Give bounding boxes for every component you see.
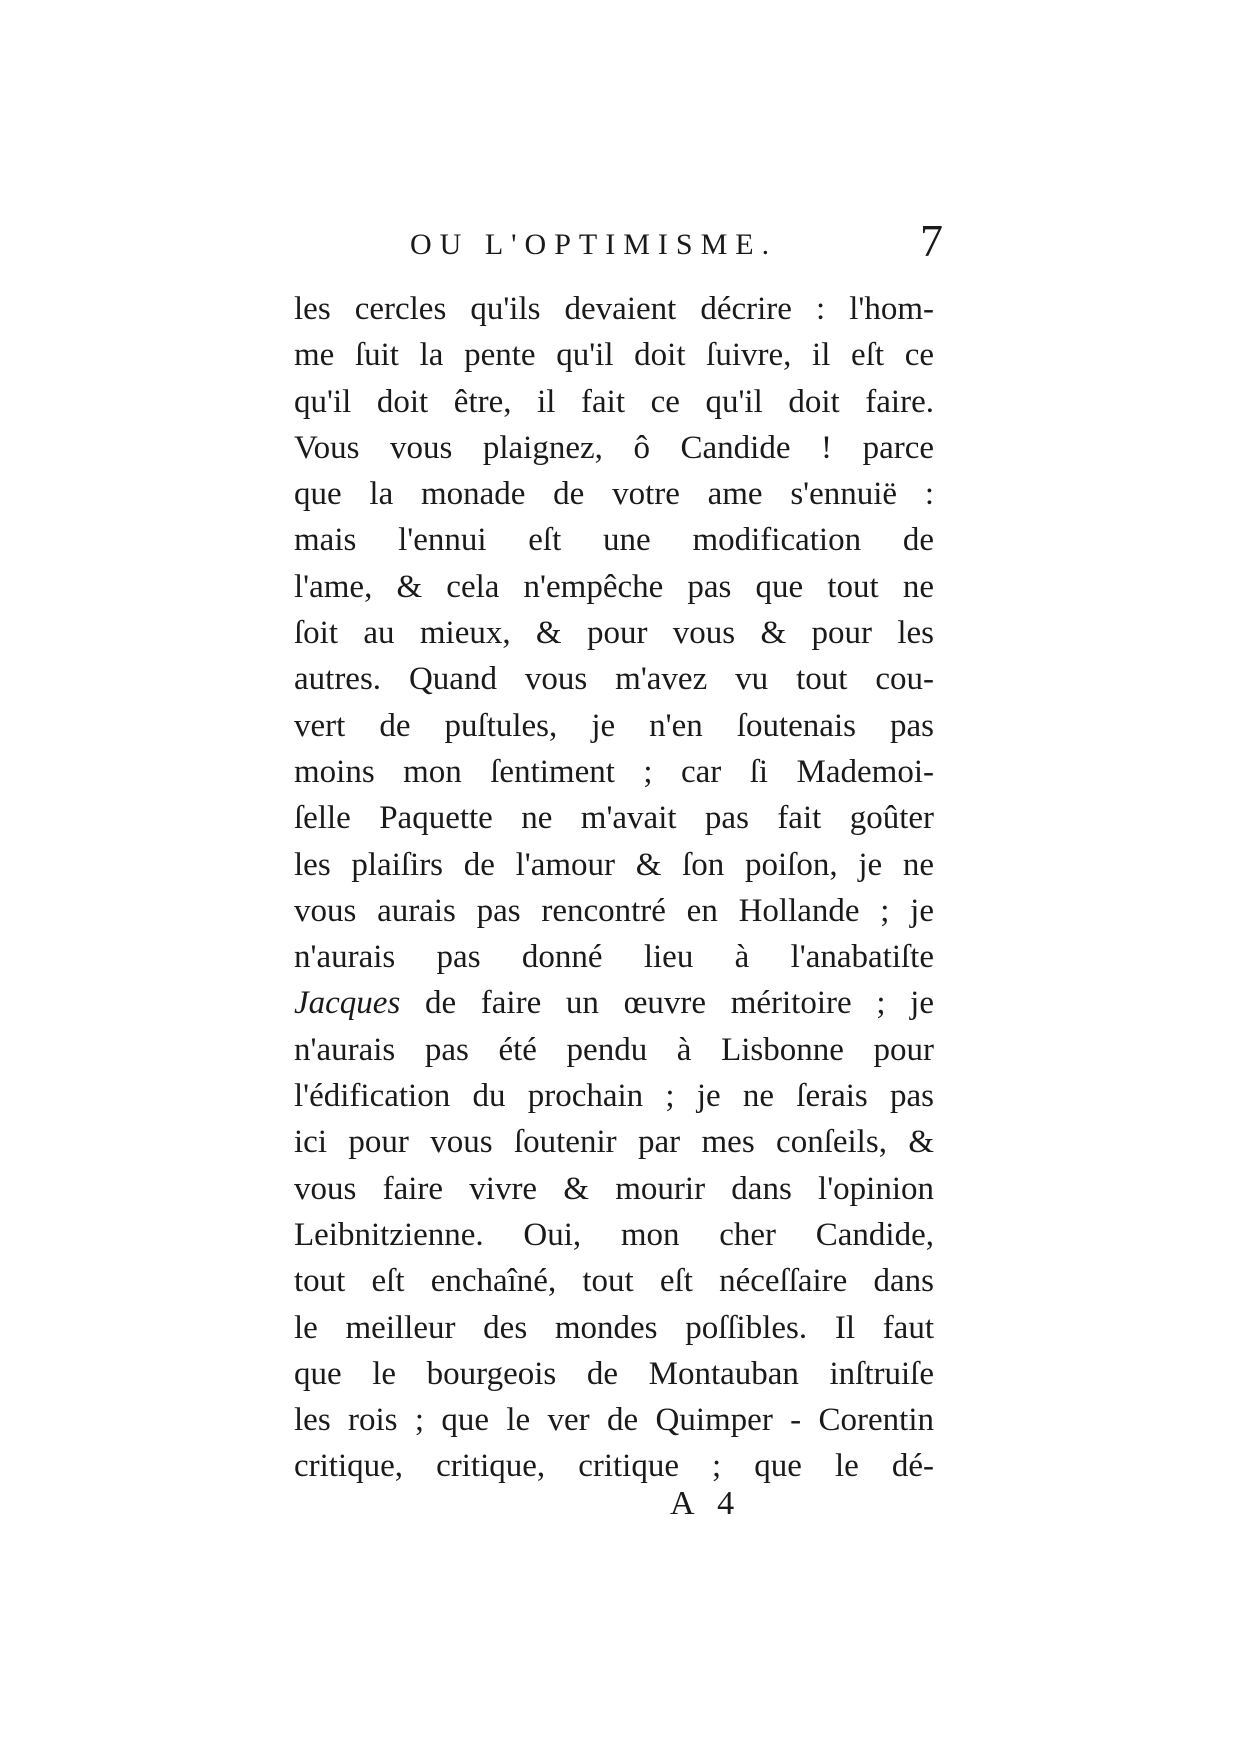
text-line: Vous vous plaignez, ô Candide ! parce bbox=[294, 429, 934, 466]
running-head bbox=[410, 214, 950, 274]
body-text bbox=[294, 286, 934, 1490]
text-line: vert de puſtules, je n'en ſoutenais pas bbox=[294, 707, 934, 744]
text-line: qu'il doit être, il fait ce qu'il doit faire. bbox=[294, 383, 934, 420]
text-line: les plaiſirs de l'amour & ſon poiſon, je ne bbox=[294, 846, 934, 883]
text-line: que la monade de votre ame s'ennuië : bbox=[294, 476, 934, 513]
text-line: vous aurais pas rencontré en Hollande ; je bbox=[294, 892, 934, 929]
text-line: n'aurais pas été pendu à Lisbonne pour bbox=[294, 1031, 934, 1068]
text-line: autres. Quand vous m'avez vu tout cou- bbox=[294, 661, 934, 698]
text-line: tout eſt enchaîné, tout eſt néceſſaire dans bbox=[294, 1263, 934, 1300]
text-line: critique, critique, critique ; que le dé- bbox=[294, 1448, 934, 1485]
text-line: n'aurais pas donné lieu à l'anabatiſte bbox=[294, 939, 934, 976]
text-line: l'ame, & cela n'empêche pas que tout ne bbox=[294, 568, 934, 605]
text-line: que le bourgeois de Montauban inſtruiſe bbox=[294, 1355, 934, 1392]
page-number: 7 bbox=[920, 215, 943, 266]
italic-name: Jacques bbox=[294, 985, 401, 1022]
text-line: mais l'ennui eſt une modification de bbox=[294, 522, 934, 559]
text-line: ſelle Paquette ne m'avait pas fait goûter bbox=[294, 800, 934, 837]
text-line: Leibnitzienne. Oui, mon cher Candide, bbox=[294, 1216, 934, 1253]
text-line: moins mon ſentiment ; car ſi Mademoi- bbox=[294, 753, 934, 790]
text-line: les cercles qu'ils devaient décrire : l'hom- bbox=[294, 291, 934, 327]
text-line: l'édification du prochain ; je ne ſerais pas bbox=[294, 1078, 934, 1115]
text-line: le meilleur des mondes poſſibles. Il faut bbox=[294, 1309, 934, 1346]
running-title: OU L'OPTIMISME. bbox=[410, 228, 778, 261]
text-line: ici pour vous ſoutenir par mes conſeils, & bbox=[294, 1124, 934, 1161]
text-line: Jacques de faire un œuvre méritoire ; je bbox=[294, 985, 934, 1022]
text-line: ſoit au mieux, & pour vous & pour les bbox=[294, 615, 934, 652]
text-line: vous faire vivre & mourir dans l'opinion bbox=[294, 1170, 934, 1207]
text-line: les rois ; que le ver de Quimper - Corentin bbox=[294, 1402, 934, 1439]
text-line: me ſuit la pente qu'il doit ſuivre, il eſt ce bbox=[294, 337, 934, 374]
signature-mark: A 4 bbox=[670, 1485, 743, 1522]
